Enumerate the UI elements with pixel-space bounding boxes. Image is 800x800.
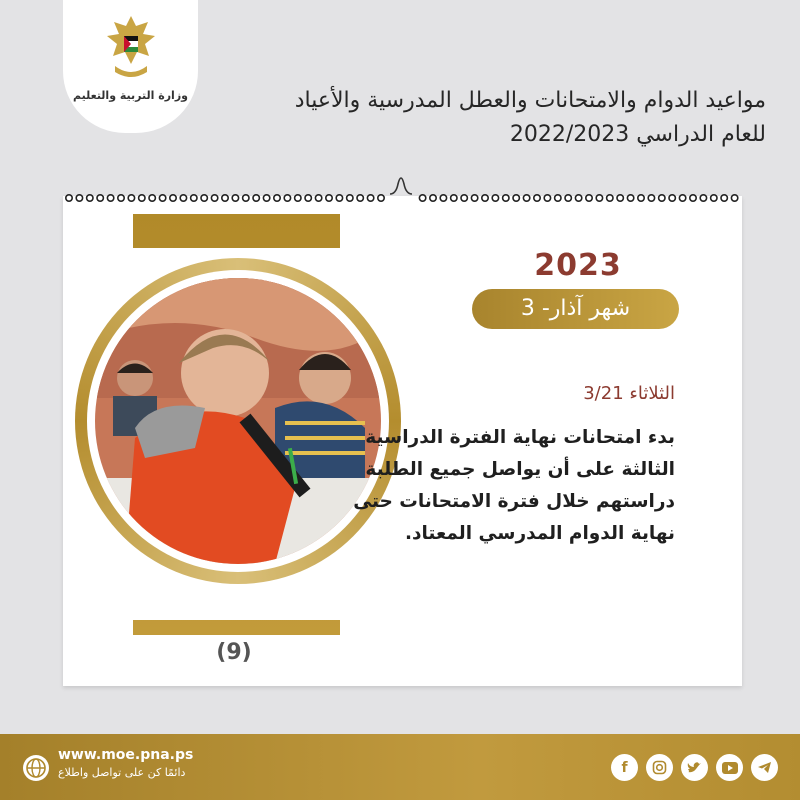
- binding-ring: [471, 195, 477, 201]
- binding-ring: [315, 195, 321, 201]
- binding-ring: [326, 195, 332, 201]
- binding-ring: [97, 195, 103, 201]
- binding-ring: [523, 195, 529, 201]
- calendar-year: 2023: [534, 248, 622, 283]
- binding-ring: [284, 195, 290, 201]
- event-description: بدء امتحانات نهاية الفترة الدراسية الثالثة على أن يواصل جميع الطلبة دراستهم خلال فترة الامتحانات حتى نهاية الدوام المدرسي المعتاد.: [353, 427, 675, 544]
- binding-ring: [617, 195, 623, 201]
- binding-ring: [721, 195, 727, 201]
- binding-ring: [419, 195, 425, 201]
- binding-ring: [711, 195, 717, 201]
- footer-bar: [0, 734, 800, 800]
- students-photo: [95, 278, 381, 564]
- binding-ring: [357, 195, 363, 201]
- binding-ring: [180, 195, 186, 201]
- binding-ring: [253, 195, 259, 201]
- binding-ring: [430, 195, 436, 201]
- binding-ring: [201, 195, 207, 201]
- binding-ring: [731, 195, 737, 201]
- binding-ring: [347, 195, 353, 201]
- binding-ring: [669, 195, 675, 201]
- binding-ring: [607, 195, 613, 201]
- heading-line-1: مواعيد الدوام والامتحانات والعطل المدرسية والأعياد: [294, 88, 766, 113]
- binding-ring: [87, 195, 93, 201]
- youtube-icon[interactable]: [716, 754, 743, 781]
- binding-ring: [565, 195, 571, 201]
- binding-ring: [107, 195, 113, 201]
- binding-ring: [700, 195, 706, 201]
- binding-ring: [690, 195, 696, 201]
- facebook-icon[interactable]: f: [611, 754, 638, 781]
- hanger-hook-icon: [388, 172, 414, 198]
- binding-ring: [305, 195, 311, 201]
- binding-ring: [544, 195, 550, 201]
- binding-ring: [118, 195, 124, 201]
- binding-ring: [461, 195, 467, 201]
- social-links: [611, 754, 778, 781]
- binding-ring: [482, 195, 488, 201]
- binding-ring: [170, 195, 176, 201]
- binding-ring: [211, 195, 217, 201]
- globe-icon: [22, 754, 50, 782]
- binding-ring: [263, 195, 269, 201]
- binding-ring: [222, 195, 228, 201]
- binding-ring: [128, 195, 134, 201]
- binding-ring: [367, 195, 373, 201]
- binding-ring: [191, 195, 197, 201]
- binding-ring: [534, 195, 540, 201]
- page-heading: [206, 84, 766, 152]
- binding-ring: [378, 195, 384, 201]
- binding-ring: [440, 195, 446, 201]
- ministry-name: وزارة التربية والتعليم: [73, 89, 188, 102]
- binding-ring: [243, 195, 249, 201]
- website-link[interactable]: www.moe.pna.ps: [58, 747, 194, 763]
- binding-ring: [149, 195, 155, 201]
- calendar-card: [63, 196, 742, 686]
- binding-ring: [586, 195, 592, 201]
- ministry-logo: [63, 0, 198, 133]
- binding-ring: [596, 195, 602, 201]
- binding-ring: [76, 195, 82, 201]
- event-date: الثلاثاء 3/21: [583, 383, 675, 404]
- binding-ring: [503, 195, 509, 201]
- month-pill: شهر آذار- 3: [472, 289, 679, 329]
- binding-ring: [451, 195, 457, 201]
- emblem-icon: [103, 12, 159, 82]
- binding-ring: [295, 195, 301, 201]
- telegram-icon[interactable]: [751, 754, 778, 781]
- instagram-icon[interactable]: [646, 754, 673, 781]
- students-photo-illustration: [95, 278, 381, 564]
- binding-ring: [648, 195, 654, 201]
- binding-ring: [139, 195, 145, 201]
- footer-tagline: دائمًا كن على تواصل واطلاع: [58, 766, 186, 779]
- binding-ring: [336, 195, 342, 201]
- binding-ring: [66, 195, 72, 201]
- binding-ring: [232, 195, 238, 201]
- twitter-icon[interactable]: [681, 754, 708, 781]
- binding-ring: [159, 195, 165, 201]
- heading-line-2: للعام الدراسي 2022/2023: [509, 122, 766, 147]
- binding-ring: [638, 195, 644, 201]
- binding-ring: [627, 195, 633, 201]
- binding-ring: [575, 195, 581, 201]
- binding-ring: [679, 195, 685, 201]
- binding-ring: [659, 195, 665, 201]
- binding-ring: [513, 195, 519, 201]
- page-number: (9): [216, 640, 252, 665]
- binding-ring: [555, 195, 561, 201]
- binding-ring: [492, 195, 498, 201]
- binding-ring: [274, 195, 280, 201]
